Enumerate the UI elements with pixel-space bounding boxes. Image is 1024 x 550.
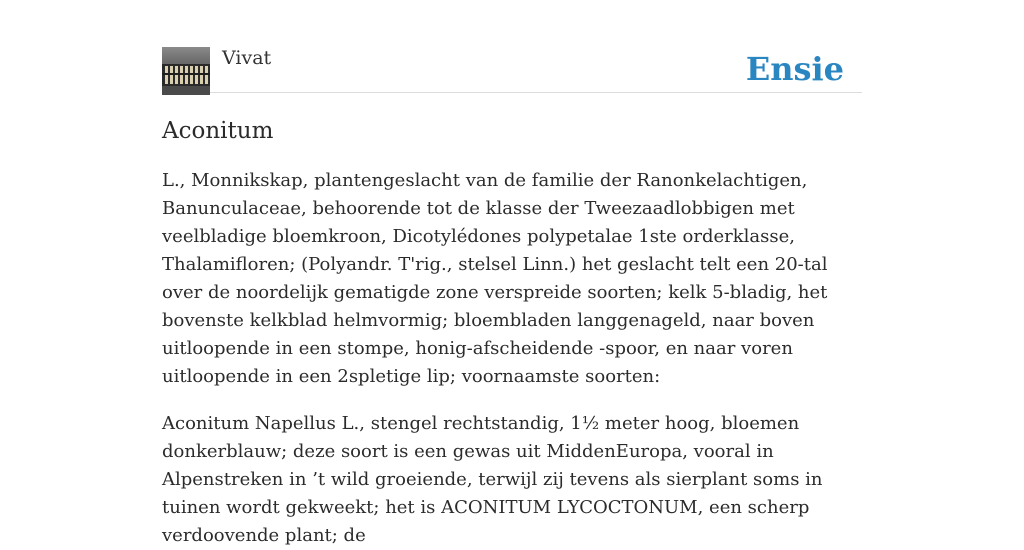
source-avatar[interactable]	[162, 47, 210, 95]
article-paragraph: L., Monnikskap, plantengeslacht van de familie der Ranonkelachtigen, Banunculaceae, behoorende tot de klasse der Tweezaadlobbigen met veelbladige bloemkroon, Dicotylédones polypetalae 1ste orderklasse, Thalamifloren; (Polyandr. T'rig., stelsel Linn.) het geslacht telt een 20-tal over de noordelijk gematigde zone verspreide soorten; kelk 5-bladig, het bovenste kelkblad helmvormig; bloembladen langgenageld, naar boven uitloopende in een stompe, honig-afscheidende -spoor, en naar voren uitloopende in een 2spletige lip; voornaamste soorten:	[162, 170, 828, 387]
book-spines-icon	[162, 47, 210, 95]
brand-logo[interactable]: Ensie	[745, 50, 844, 88]
article-title: Aconitum	[162, 118, 274, 144]
source-name[interactable]: Vivat	[222, 47, 272, 69]
article-paragraph: Aconitum Napellus L., stengel rechtstandig, 1½ meter hoog, bloemen donkerblauw; deze soort is een gewas uit MiddenEuropa, vooral in Alpenstreken in ’t wild groeiende, terwijl zij tevens als sierplant soms in tuinen wordt gekweekt; het is ACONITUM LYCOCTONUM, een scherp verdoovende plant; de	[162, 413, 823, 546]
article	[162, 115, 862, 550]
site-header	[162, 46, 862, 93]
